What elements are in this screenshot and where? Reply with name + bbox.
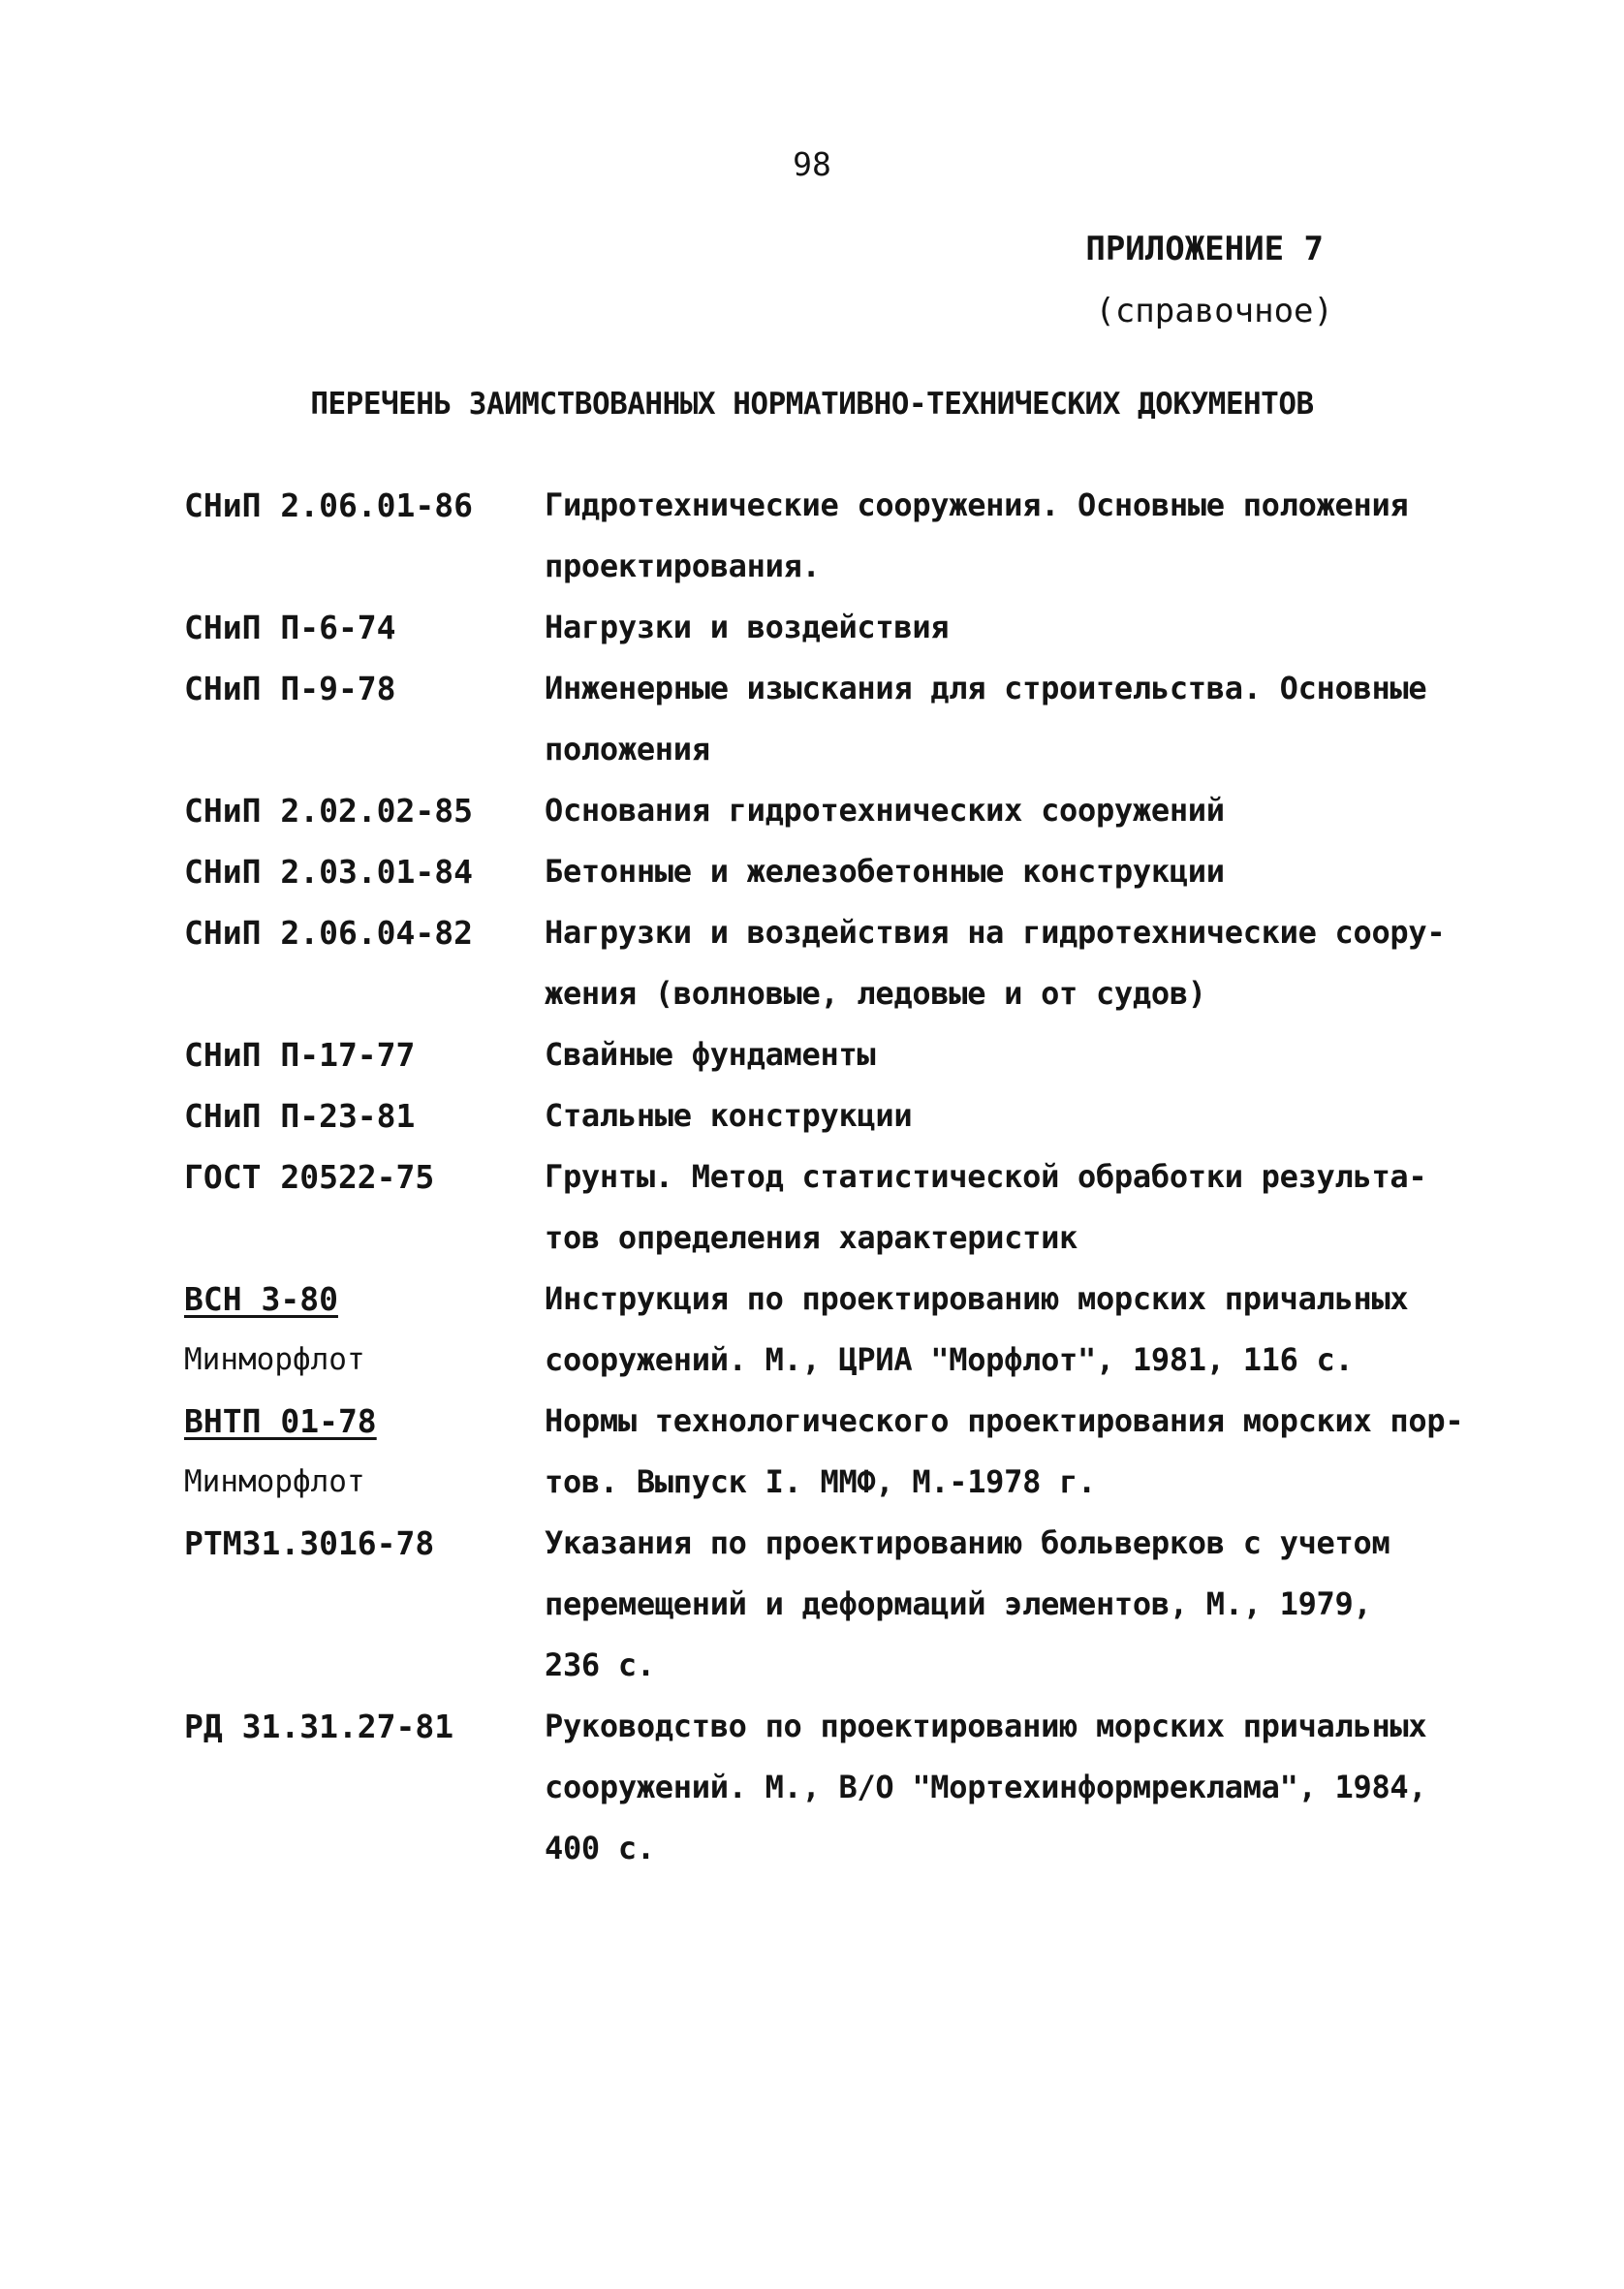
document-title-line: 236 с. bbox=[545, 1646, 655, 1683]
document-title-line: жения (волновые, ледовые и от судов) bbox=[545, 975, 1206, 1012]
document-list bbox=[184, 475, 1483, 1879]
document-title-line: Грунты. Метод статистической обработки результа- bbox=[545, 1158, 1427, 1195]
document-title-line: сооружений. М., ЦРИА "Морфлот", 1981, 116 с. bbox=[545, 1341, 1354, 1378]
list-title: ПЕРЕЧЕНЬ ЗАИМСТВОВАННЫХ НОРМАТИВНО-ТЕХНИЧЕСКИХ ДОКУМЕНТОВ bbox=[310, 387, 1314, 422]
document-row bbox=[184, 1391, 1483, 1513]
document-code: СНиП П-17-77 bbox=[184, 1036, 416, 1074]
appendix-kind: (справочное) bbox=[1095, 292, 1333, 330]
document-code: СНиП 2.06.01-86 bbox=[184, 486, 474, 524]
document-row bbox=[184, 1269, 1483, 1391]
document-title bbox=[545, 1391, 1483, 1513]
document-title-line: проектирования. bbox=[545, 548, 821, 584]
document-code: ГОСТ 20522-75 bbox=[184, 1158, 435, 1196]
document-title bbox=[545, 1085, 1483, 1146]
document-code-cell bbox=[184, 1024, 545, 1085]
document-code-cell bbox=[184, 1146, 545, 1207]
document-title-line: Основания гидротехнических сооружений bbox=[545, 792, 1225, 829]
document-title bbox=[545, 658, 1483, 780]
document-title bbox=[545, 1269, 1483, 1391]
document-title bbox=[545, 841, 1483, 902]
document-code: РТМ31.3016-78 bbox=[184, 1524, 435, 1562]
document-row bbox=[184, 1696, 1483, 1879]
document-code-cell bbox=[184, 597, 545, 658]
document-issuer: Минморфлот bbox=[184, 1464, 365, 1499]
document-title-line: сооружений. М., В/О "Мортехинформреклама", 1984, bbox=[545, 1769, 1427, 1805]
document-code-cell bbox=[184, 658, 545, 719]
document-row bbox=[184, 902, 1483, 1024]
document-title-line: Руководство по проектированию морских причальных bbox=[545, 1708, 1427, 1744]
document-code: РД 31.31.27-81 bbox=[184, 1708, 454, 1745]
document-code: СНиП 2.02.02-85 bbox=[184, 792, 474, 830]
document-code-cell bbox=[184, 1513, 545, 1574]
document-code-cell bbox=[184, 1269, 545, 1391]
document-title bbox=[545, 902, 1483, 1024]
document-row bbox=[184, 1513, 1483, 1696]
document-title bbox=[545, 780, 1483, 841]
document-title-line: Гидротехнические сооружения. Основные положения bbox=[545, 486, 1409, 523]
document-issuer: Минморфлот bbox=[184, 1342, 365, 1377]
document-title-line: Нагрузки и воздействия на гидротехнические соору- bbox=[545, 914, 1446, 951]
document-code-cell bbox=[184, 1085, 545, 1146]
document-row bbox=[184, 780, 1483, 841]
document-title-line: Указания по проектированию больверков с учетом bbox=[545, 1524, 1390, 1561]
document-title-line: тов. Выпуск I. ММФ, М.-1978 г. bbox=[545, 1463, 1096, 1500]
document-row bbox=[184, 841, 1483, 902]
document-title-line: Нагрузки и воздействия bbox=[545, 609, 950, 645]
document-code-cell bbox=[184, 780, 545, 841]
document-title-line: перемещений и деформаций элементов, М., 1979, bbox=[545, 1585, 1372, 1622]
page-number: 98 bbox=[793, 145, 831, 183]
document-title bbox=[545, 1513, 1483, 1696]
document-code: СНиП 2.03.01-84 bbox=[184, 853, 474, 891]
document-title-line: Инструкция по проектированию морских причальных bbox=[545, 1280, 1409, 1317]
document-title-line: положения bbox=[545, 731, 710, 768]
document-code-cell bbox=[184, 475, 545, 536]
document-code: ВСН 3-80 bbox=[184, 1280, 338, 1318]
document-title bbox=[545, 597, 1483, 658]
document-code: СНиП П-9-78 bbox=[184, 670, 396, 707]
document-row bbox=[184, 1085, 1483, 1146]
document-title-line: Свайные фундаменты bbox=[545, 1036, 876, 1073]
document-title bbox=[545, 1146, 1483, 1269]
document-row bbox=[184, 1024, 1483, 1085]
document-code: ВНТП 01-78 bbox=[184, 1402, 377, 1440]
document-code-cell bbox=[184, 1391, 545, 1513]
document-title-line: Бетонные и железобетонные конструкции bbox=[545, 853, 1225, 890]
document-title-line: тов определения характеристик bbox=[545, 1219, 1078, 1256]
appendix-label: ПРИЛОЖЕНИЕ 7 bbox=[1085, 230, 1324, 268]
document-row bbox=[184, 658, 1483, 780]
document-title-line: Стальные конструкции bbox=[545, 1097, 913, 1134]
document-row bbox=[184, 1146, 1483, 1269]
document-code: СНиП П-23-81 bbox=[184, 1097, 416, 1135]
document-code: СНиП 2.06.04-82 bbox=[184, 914, 474, 952]
document-code: СНиП П-6-74 bbox=[184, 609, 396, 646]
document-row bbox=[184, 597, 1483, 658]
document-code-cell bbox=[184, 1696, 545, 1757]
document-title-line: Инженерные изыскания для строительства. Основные bbox=[545, 670, 1427, 706]
document-code-cell bbox=[184, 841, 545, 902]
document-title bbox=[545, 1024, 1483, 1085]
document-row bbox=[184, 475, 1483, 597]
document-title bbox=[545, 475, 1483, 597]
document-code-cell bbox=[184, 902, 545, 963]
document-title-line: Нормы технологического проектирования морских пор- bbox=[545, 1402, 1464, 1439]
document-title-line: 400 с. bbox=[545, 1830, 655, 1866]
document-title bbox=[545, 1696, 1483, 1879]
